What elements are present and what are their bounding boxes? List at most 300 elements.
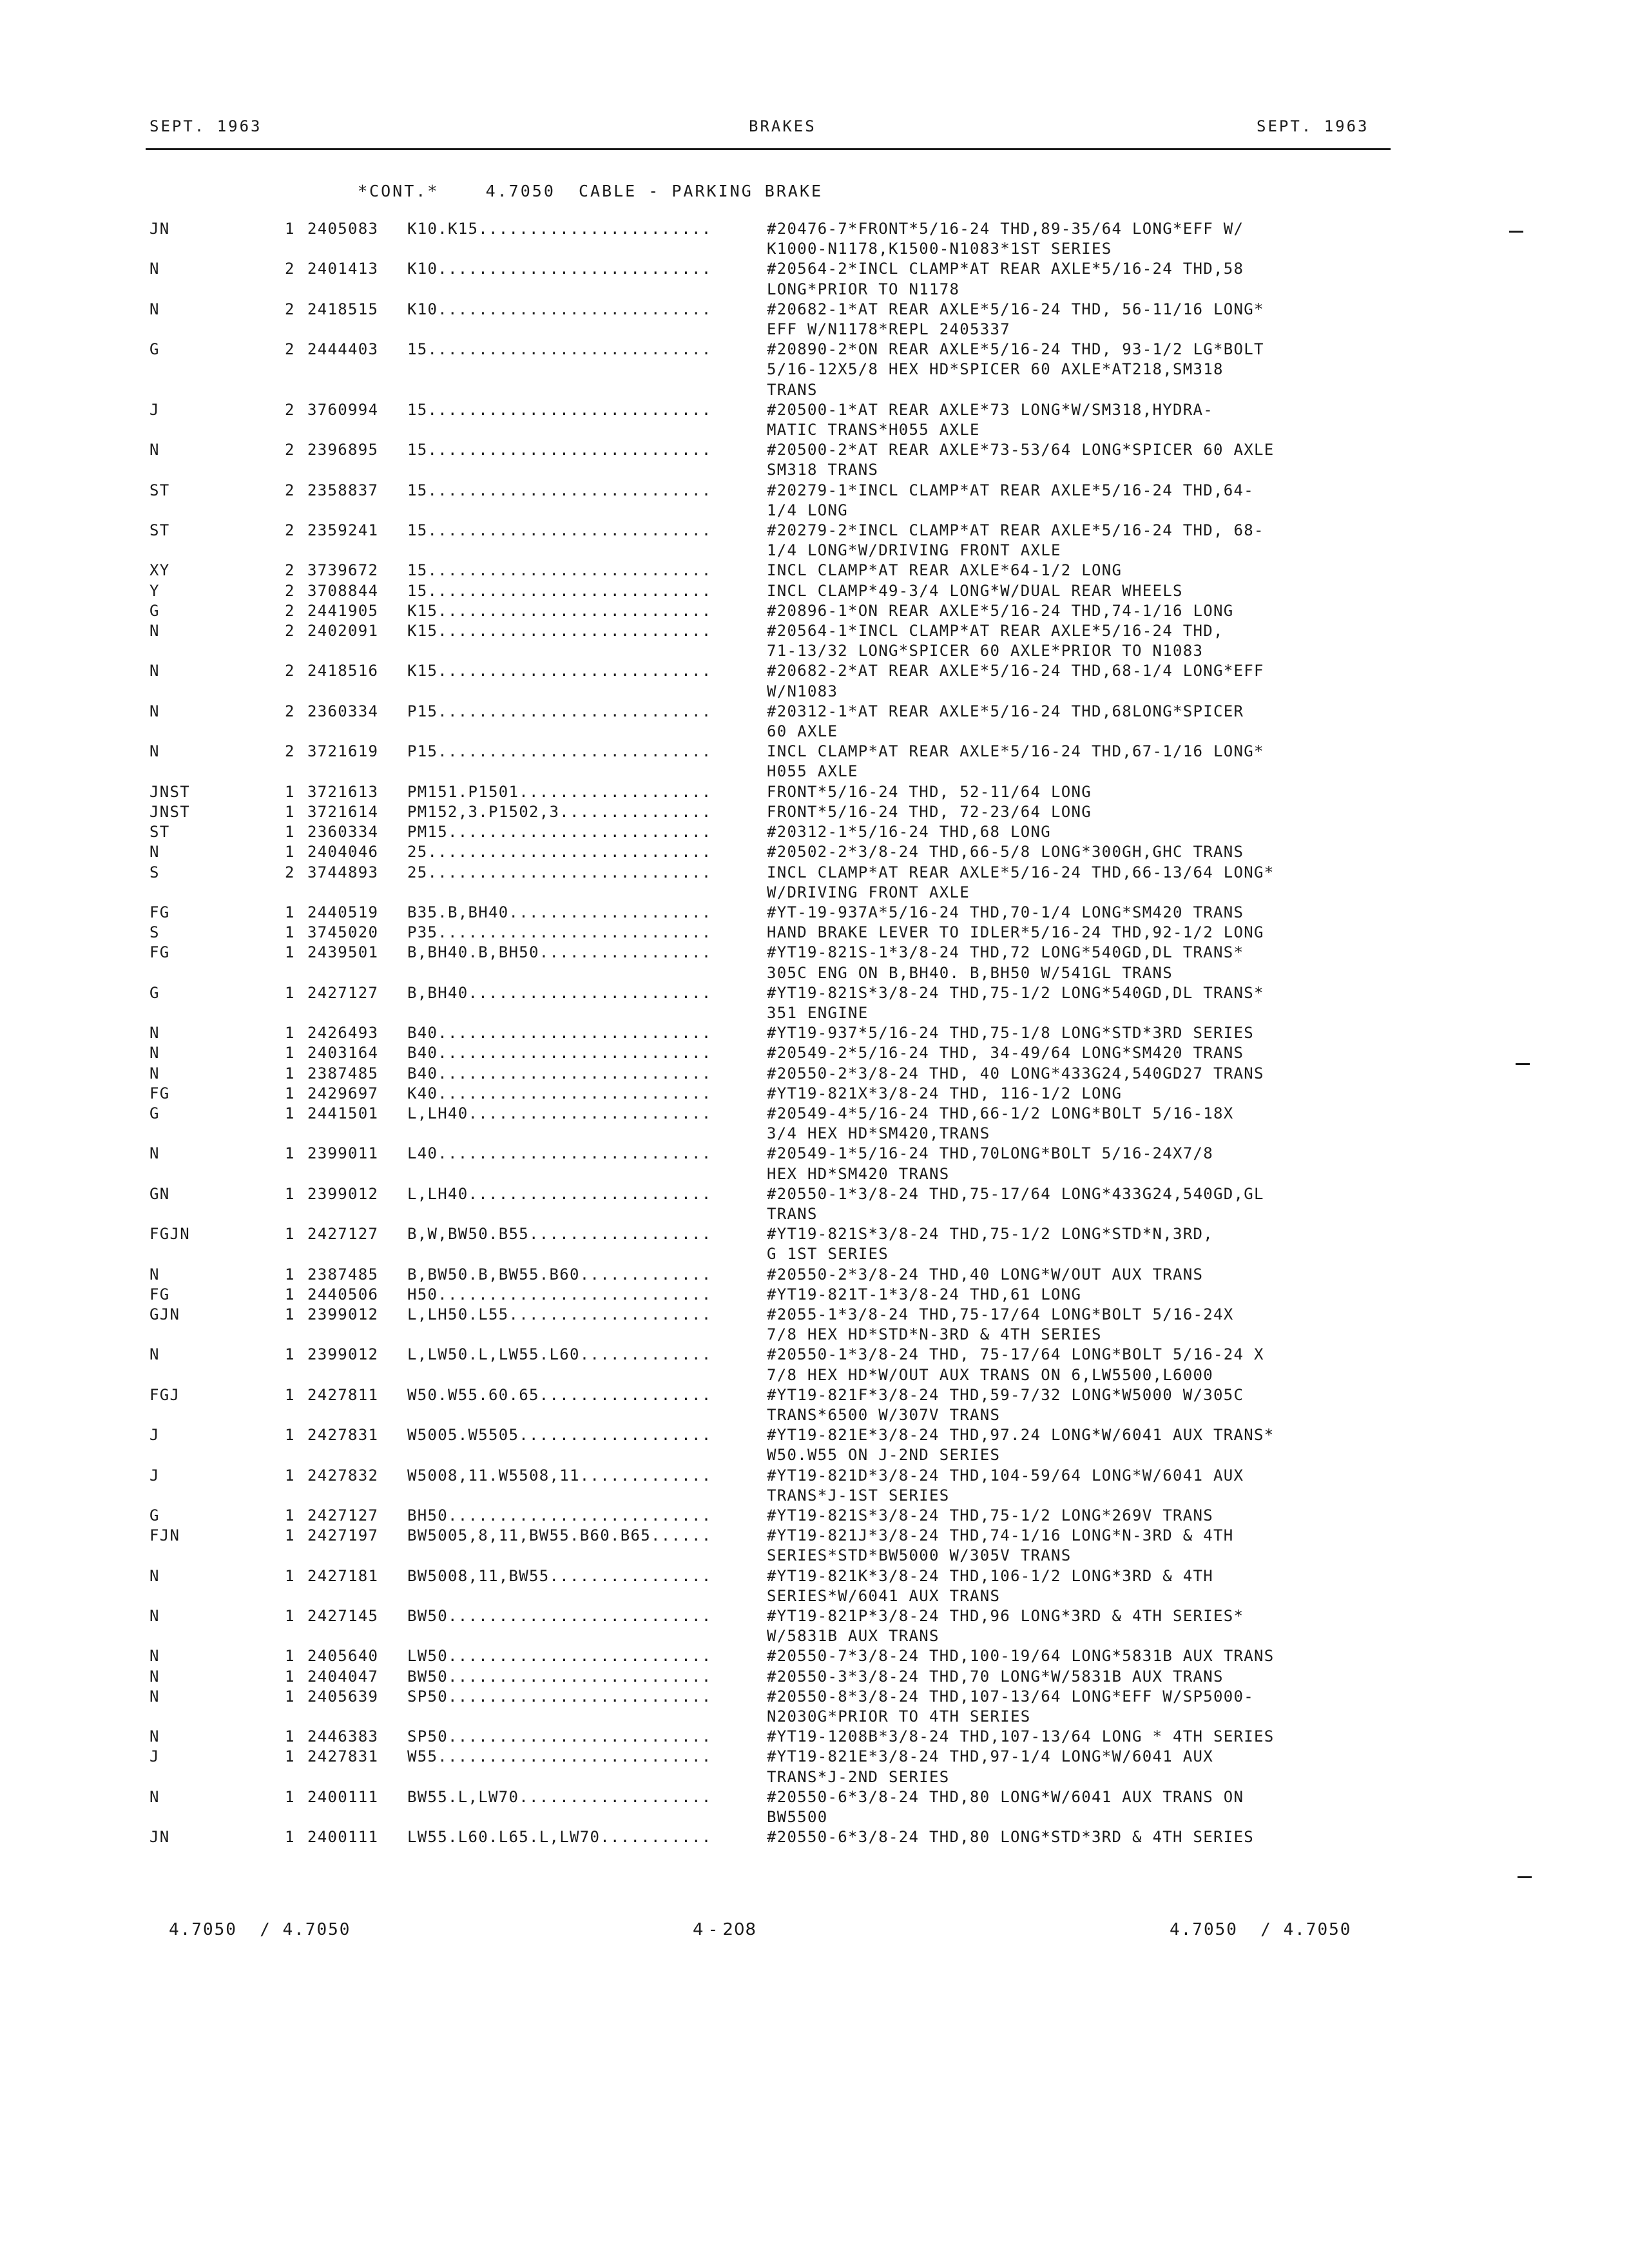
model-applicability: K10.K15....................... <box>407 220 712 238</box>
header-date-left: SEPT. 1963 <box>149 117 262 135</box>
model-applicability: BW50.......................... <box>407 1607 712 1626</box>
model-applicability: B40........................... <box>407 1024 712 1043</box>
parts-row <box>0 1385 1629 1425</box>
parts-row <box>0 1827 1629 1847</box>
model-applicability: K15........................... <box>407 601 712 620</box>
part-description: #YT19-821D*3/8-24 THD,104-59/64 LONG*W/6041 AUX TRANS*J-1ST SERIES <box>767 1466 1244 1504</box>
part-number: 2440519 <box>307 903 379 921</box>
series-codes: N <box>149 1727 160 1746</box>
quantity: 1 <box>285 1104 295 1122</box>
part-number: 2405640 <box>307 1647 379 1666</box>
parts-row <box>0 621 1629 661</box>
parts-row <box>0 481 1629 521</box>
model-applicability: 15............................ <box>407 400 712 419</box>
series-codes: N <box>149 1044 160 1062</box>
part-description: #20549-1*5/16-24 THD,70LONG*BOLT 5/16-24X7/8 HEX HD*SM420 TRANS <box>767 1144 1213 1183</box>
series-codes: FGJN <box>149 1225 190 1244</box>
series-codes: N <box>149 441 160 459</box>
series-codes: FG <box>149 1285 170 1303</box>
quantity: 1 <box>285 1024 295 1043</box>
part-number: 3739672 <box>307 561 379 580</box>
series-codes: N <box>149 1144 160 1163</box>
part-number: 2427127 <box>307 1506 379 1524</box>
model-applicability: PM151.P1501................... <box>407 782 712 801</box>
model-applicability: K40........................... <box>407 1084 712 1102</box>
quantity: 1 <box>285 782 295 801</box>
model-applicability: W50.W55.60.65................. <box>407 1385 712 1404</box>
quantity: 1 <box>285 823 295 841</box>
part-description: #20550-3*3/8-24 THD,70 LONG*W/5831B AUX TRANS <box>767 1667 1224 1686</box>
parts-row <box>0 440 1629 480</box>
model-applicability: SP50.......................... <box>407 1687 712 1706</box>
series-codes: G <box>149 983 160 1002</box>
model-applicability: LW55.L60.L65.L,LW70........... <box>407 1828 712 1847</box>
part-number: 2401413 <box>307 260 379 278</box>
series-codes: FG <box>149 903 170 921</box>
part-description: #20550-1*3/8-24 THD, 75-17/64 LONG*BOLT 5/16-24 X 7/8 HEX HD*W/OUT AUX TRANS ON 6,LW5500,L6000 <box>767 1345 1264 1384</box>
quantity: 2 <box>285 601 295 620</box>
part-number: 2359241 <box>307 521 379 540</box>
quantity: 2 <box>285 441 295 459</box>
model-applicability: P15........................... <box>407 702 712 720</box>
part-number: 2404047 <box>307 1667 379 1686</box>
quantity: 1 <box>285 1526 295 1545</box>
quantity: 2 <box>285 521 295 540</box>
part-number: 3708844 <box>307 581 379 600</box>
parts-row <box>0 1064 1629 1084</box>
parts-row <box>0 521 1629 561</box>
series-codes: N <box>149 843 160 861</box>
series-codes: JN <box>149 220 170 238</box>
model-applicability: L,LW50.L,LW55.L60............. <box>407 1345 712 1364</box>
series-codes: S <box>149 863 160 881</box>
part-description: INCL CLAMP*AT REAR AXLE*5/16-24 THD,66-13/64 LONG* W/DRIVING FRONT AXLE <box>767 863 1275 901</box>
page-number: 4 - 208 <box>693 1920 757 1939</box>
part-description: #YT19-821X*3/8-24 THD, 116-1/2 LONG <box>767 1084 1123 1102</box>
model-applicability: B,W,BW50.B55.................. <box>407 1225 712 1244</box>
model-applicability: P35........................... <box>407 923 712 942</box>
model-applicability: W55........................... <box>407 1747 712 1766</box>
quantity: 1 <box>285 1265 295 1283</box>
parts-row <box>0 1506 1629 1526</box>
part-description: #YT19-821S*3/8-24 THD,75-1/2 LONG*269V TRANS <box>767 1506 1213 1524</box>
model-applicability: L,LH40........................ <box>407 1104 712 1122</box>
model-applicability: 15............................ <box>407 441 712 459</box>
part-number: 2444403 <box>307 340 379 359</box>
parts-row <box>0 923 1629 943</box>
part-description: #20550-2*3/8-24 THD, 40 LONG*433G24,540GD27 TRANS <box>767 1064 1264 1082</box>
header-rule <box>146 148 1391 150</box>
part-description: #20476-7*FRONT*5/16-24 THD,89-35/64 LONG*EFF W/ K1000-N1178,K1500-N1083*1ST SERIES <box>767 220 1244 258</box>
part-number: 3745020 <box>307 923 379 942</box>
quantity: 1 <box>285 1607 295 1626</box>
part-description: #20564-1*INCL CLAMP*AT REAR AXLE*5/16-24 THD, 71-13/32 LONG*SPICER 60 AXLE*PRIOR TO N1083 <box>767 622 1224 660</box>
parts-row <box>0 1787 1629 1827</box>
model-applicability: B40........................... <box>407 1044 712 1062</box>
quantity: 2 <box>285 702 295 720</box>
parts-row <box>0 1224 1629 1264</box>
part-description: #20550-1*3/8-24 THD,75-17/64 LONG*433G24,540GD,GL TRANS <box>767 1184 1264 1223</box>
model-applicability: 15............................ <box>407 581 712 600</box>
series-codes: G <box>149 1506 160 1524</box>
parts-row <box>0 340 1629 400</box>
part-description: #2055-1*3/8-24 THD,75-17/64 LONG*BOLT 5/16-24X 7/8 HEX HD*STD*N-3RD & 4TH SERIES <box>767 1305 1234 1344</box>
quantity: 1 <box>285 843 295 861</box>
part-description: #20550-6*3/8-24 THD,80 LONG*W/6041 AUX TRANS ON BW5500 <box>767 1787 1244 1827</box>
quantity: 1 <box>285 1828 295 1847</box>
parts-row <box>0 1566 1629 1606</box>
part-number: 2358837 <box>307 481 379 499</box>
model-applicability: BW5008,11,BW55................ <box>407 1566 712 1585</box>
series-codes: N <box>149 1566 160 1585</box>
part-description: #YT19-821E*3/8-24 THD,97-1/4 LONG*W/6041 AUX TRANS*J-2ND SERIES <box>767 1747 1213 1786</box>
parts-row <box>0 1285 1629 1305</box>
series-codes: JN <box>149 1828 170 1847</box>
part-description: #20550-2*3/8-24 THD,40 LONG*W/OUT AUX TRANS <box>767 1265 1204 1283</box>
series-codes: N <box>149 662 160 680</box>
part-description: #20564-2*INCL CLAMP*AT REAR AXLE*5/16-24 THD,58 LONG*PRIOR TO N1178 <box>767 260 1244 298</box>
quantity: 2 <box>285 622 295 640</box>
part-number: 2396895 <box>307 441 379 459</box>
parts-row <box>0 1727 1629 1747</box>
quantity: 1 <box>285 1064 295 1082</box>
section-subtitle: *CONT.* 4.7050 CABLE - PARKING BRAKE <box>358 182 824 200</box>
part-description: #20682-2*AT REAR AXLE*5/16-24 THD,68-1/4 LONG*EFF W/N1083 <box>767 662 1264 700</box>
parts-row <box>0 219 1629 259</box>
parts-row <box>0 1667 1629 1687</box>
quantity: 1 <box>285 1466 295 1485</box>
part-number: 2399012 <box>307 1184 379 1203</box>
part-description: #20890-2*ON REAR AXLE*5/16-24 THD, 93-1/2 LG*BOLT 5/16-12X5/8 HEX HD*SPICER 60 AXLE*AT218,SM318 TRANS <box>767 340 1264 399</box>
parts-row <box>0 943 1629 983</box>
quantity: 1 <box>285 1667 295 1686</box>
part-description: #20549-4*5/16-24 THD,66-1/2 LONG*BOLT 5/16-18X 3/4 HEX HD*SM420,TRANS <box>767 1104 1234 1143</box>
quantity: 2 <box>285 300 295 318</box>
series-codes: J <box>149 400 160 419</box>
quantity: 1 <box>285 802 295 821</box>
parts-row <box>0 842 1629 862</box>
parts-row <box>0 601 1629 621</box>
part-number: 2402091 <box>307 622 379 640</box>
part-description: #YT19-821S-1*3/8-24 THD,72 LONG*540GD,DL TRANS* 305C ENG ON B,BH40. B,BH50 W/541GL TRANS <box>767 943 1244 982</box>
parts-row <box>0 1184 1629 1224</box>
part-description: #20682-1*AT REAR AXLE*5/16-24 THD, 56-11/16 LONG* EFF W/N1178*REPL 2405337 <box>767 300 1264 339</box>
model-applicability: K10........................... <box>407 300 712 318</box>
part-number: 2427811 <box>307 1385 379 1404</box>
series-codes: FG <box>149 1084 170 1102</box>
part-description: #YT19-821S*3/8-24 THD,75-1/2 LONG*540GD,DL TRANS* 351 ENGINE <box>767 983 1264 1022</box>
quantity: 1 <box>285 983 295 1002</box>
series-codes: N <box>149 1064 160 1082</box>
parts-row <box>0 259 1629 299</box>
series-codes: JNST <box>149 802 190 821</box>
series-codes: ST <box>149 481 170 499</box>
quantity: 1 <box>285 1225 295 1244</box>
part-number: 2405639 <box>307 1687 379 1706</box>
parts-row <box>0 300 1629 340</box>
part-number: 2400111 <box>307 1787 379 1806</box>
quantity: 1 <box>285 1285 295 1303</box>
series-codes: J <box>149 1466 160 1485</box>
part-description: #20279-1*INCL CLAMP*AT REAR AXLE*5/16-24 THD,64- 1/4 LONG <box>767 481 1254 519</box>
model-applicability: K10........................... <box>407 260 712 278</box>
series-codes: G <box>149 340 160 359</box>
part-number: 2399012 <box>307 1345 379 1364</box>
series-codes: S <box>149 923 160 942</box>
quantity: 2 <box>285 260 295 278</box>
part-description: #20550-8*3/8-24 THD,107-13/64 LONG*EFF W/SP5000- N2030G*PRIOR TO 4TH SERIES <box>767 1687 1254 1726</box>
model-applicability: L,LH50.L55.................... <box>407 1305 712 1323</box>
series-codes: N <box>149 1265 160 1283</box>
model-applicability: B,BW50.B,BW55.B60............. <box>407 1265 712 1283</box>
series-codes: GN <box>149 1184 170 1203</box>
margin-mark <box>1509 231 1523 233</box>
model-applicability: 15............................ <box>407 521 712 540</box>
model-applicability: H50........................... <box>407 1285 712 1303</box>
part-description: #YT19-821E*3/8-24 THD,97.24 LONG*W/6041 AUX TRANS* W50.W55 ON J-2ND SERIES <box>767 1426 1275 1465</box>
series-codes: ST <box>149 823 170 841</box>
parts-row <box>0 581 1629 601</box>
margin-mark <box>1518 1876 1532 1878</box>
model-applicability: B35.B,BH40.................... <box>407 903 712 921</box>
model-applicability: BW55.L,LW70................... <box>407 1787 712 1806</box>
part-description: #20312-1*AT REAR AXLE*5/16-24 THD,68LONG*SPICER 60 AXLE <box>767 702 1244 741</box>
parts-row <box>0 782 1629 802</box>
series-codes: N <box>149 1024 160 1043</box>
parts-row <box>0 1466 1629 1506</box>
quantity: 1 <box>285 1345 295 1364</box>
model-applicability: L40........................... <box>407 1144 712 1163</box>
quantity: 1 <box>285 1385 295 1404</box>
quantity: 1 <box>285 1184 295 1203</box>
series-codes: G <box>149 601 160 620</box>
quantity: 2 <box>285 662 295 680</box>
model-applicability: B,BH40.B,BH50................. <box>407 943 712 962</box>
quantity: 1 <box>285 1727 295 1746</box>
header-date-right: SEPT. 1963 <box>1257 117 1369 135</box>
parts-row <box>0 1084 1629 1104</box>
quantity: 2 <box>285 340 295 359</box>
part-number: 3744893 <box>307 863 379 881</box>
parts-row <box>0 561 1629 581</box>
quantity: 1 <box>285 1647 295 1666</box>
part-number: 2429697 <box>307 1084 379 1102</box>
series-codes: Y <box>149 581 160 600</box>
quantity: 1 <box>285 1084 295 1102</box>
quantity: 1 <box>285 1787 295 1806</box>
part-description: #YT19-1208B*3/8-24 THD,107-13/64 LONG * 4TH SERIES <box>767 1727 1275 1746</box>
model-applicability: 25............................ <box>407 863 712 881</box>
part-number: 2427831 <box>307 1747 379 1766</box>
model-applicability: BW50.......................... <box>407 1667 712 1686</box>
series-codes: N <box>149 622 160 640</box>
parts-row <box>0 661 1629 701</box>
series-codes: J <box>149 1426 160 1445</box>
part-number: 2387485 <box>307 1064 379 1082</box>
parts-row <box>0 1265 1629 1285</box>
part-number: 2399012 <box>307 1305 379 1323</box>
footer-ref-right: 4.7050 / 4.7050 <box>1170 1920 1352 1939</box>
series-codes: XY <box>149 561 170 580</box>
series-codes: N <box>149 702 160 720</box>
series-codes: J <box>149 1747 160 1766</box>
part-number: 2387485 <box>307 1265 379 1283</box>
part-number: 2446383 <box>307 1727 379 1746</box>
model-applicability: PM152,3.P1502,3............... <box>407 802 712 821</box>
model-applicability: 15............................ <box>407 561 712 580</box>
quantity: 2 <box>285 400 295 419</box>
model-applicability: W5005.W5505................... <box>407 1426 712 1445</box>
parts-row <box>0 863 1629 903</box>
part-description: #20550-7*3/8-24 THD,100-19/64 LONG*5831B AUX TRANS <box>767 1647 1275 1666</box>
part-description: #20312-1*5/16-24 THD,68 LONG <box>767 823 1051 841</box>
quantity: 1 <box>285 943 295 962</box>
part-description: #YT19-821P*3/8-24 THD,96 LONG*3RD & 4TH SERIES* W/5831B AUX TRANS <box>767 1607 1244 1646</box>
part-description: HAND BRAKE LEVER TO IDLER*5/16-24 THD,92-1/2 LONG <box>767 923 1264 942</box>
part-description: #20896-1*ON REAR AXLE*5/16-24 THD,74-1/16 LONG <box>767 601 1234 620</box>
footer-ref-left: 4.7050 / 4.7050 <box>169 1920 351 1939</box>
part-number: 2427145 <box>307 1607 379 1626</box>
parts-row <box>0 400 1629 440</box>
part-number: 2360334 <box>307 823 379 841</box>
quantity: 2 <box>285 742 295 761</box>
part-number: 2441905 <box>307 601 379 620</box>
series-codes: FJN <box>149 1526 180 1545</box>
quantity: 1 <box>285 1687 295 1706</box>
part-number: 2439501 <box>307 943 379 962</box>
quantity: 1 <box>285 903 295 921</box>
model-applicability: K15........................... <box>407 622 712 640</box>
parts-row <box>0 1305 1629 1345</box>
part-description: #YT19-821F*3/8-24 THD,59-7/32 LONG*W5000 W/305C TRANS*6500 W/307V TRANS <box>767 1385 1244 1424</box>
quantity: 2 <box>285 581 295 600</box>
model-applicability: 15............................ <box>407 481 712 499</box>
part-description: INCL CLAMP*AT REAR AXLE*5/16-24 THD,67-1/16 LONG* H055 AXLE <box>767 742 1264 781</box>
parts-row <box>0 1104 1629 1144</box>
model-applicability: PM15.......................... <box>407 823 712 841</box>
parts-row <box>0 1144 1629 1184</box>
series-codes: N <box>149 1787 160 1806</box>
series-codes: N <box>149 300 160 318</box>
part-description: #YT19-937*5/16-24 THD,75-1/8 LONG*STD*3RD SERIES <box>767 1024 1254 1043</box>
quantity: 1 <box>285 220 295 238</box>
part-number: 2405083 <box>307 220 379 238</box>
part-number: 2400111 <box>307 1828 379 1847</box>
model-applicability: B,BH40........................ <box>407 983 712 1002</box>
part-number: 2427181 <box>307 1566 379 1585</box>
part-description: #YT19-821T-1*3/8-24 THD,61 LONG <box>767 1285 1082 1303</box>
series-codes: N <box>149 1607 160 1626</box>
quantity: 1 <box>285 1566 295 1585</box>
series-codes: GJN <box>149 1305 180 1323</box>
parts-row <box>0 802 1629 822</box>
series-codes: N <box>149 1687 160 1706</box>
part-number: 2360334 <box>307 702 379 720</box>
parts-row <box>0 983 1629 1023</box>
part-description: FRONT*5/16-24 THD, 52-11/64 LONG <box>767 782 1092 801</box>
model-applicability: SP50.......................... <box>407 1727 712 1746</box>
part-number: 3760994 <box>307 400 379 419</box>
part-description: #YT19-821J*3/8-24 THD,74-1/16 LONG*N-3RD & 4TH SERIES*STD*BW5000 W/305V TRANS <box>767 1526 1234 1565</box>
parts-row <box>0 1425 1629 1465</box>
quantity: 2 <box>285 561 295 580</box>
parts-row <box>0 822 1629 842</box>
part-number: 2418515 <box>307 300 379 318</box>
part-description: #20279-2*INCL CLAMP*AT REAR AXLE*5/16-24 THD, 68- 1/4 LONG*W/DRIVING FRONT AXLE <box>767 521 1264 560</box>
part-description: #YT19-821K*3/8-24 THD,106-1/2 LONG*3RD & 4TH SERIES*W/6041 AUX TRANS <box>767 1566 1213 1605</box>
parts-row <box>0 1526 1629 1566</box>
part-description: FRONT*5/16-24 THD, 72-23/64 LONG <box>767 802 1092 821</box>
part-number: 2426493 <box>307 1024 379 1043</box>
series-codes: G <box>149 1104 160 1122</box>
part-number: 3721614 <box>307 802 379 821</box>
quantity: 1 <box>285 1044 295 1062</box>
quantity: 1 <box>285 1305 295 1323</box>
part-number: 2427127 <box>307 1225 379 1244</box>
model-applicability: 15............................ <box>407 340 712 359</box>
quantity: 1 <box>285 923 295 942</box>
parts-row <box>0 1606 1629 1646</box>
model-applicability: LW50.......................... <box>407 1647 712 1666</box>
parts-row <box>0 702 1629 742</box>
parts-row <box>0 1345 1629 1385</box>
quantity: 1 <box>285 1747 295 1766</box>
part-number: 2441501 <box>307 1104 379 1122</box>
model-applicability: L,LH40........................ <box>407 1184 712 1203</box>
parts-row <box>0 1023 1629 1043</box>
part-number: 3721613 <box>307 782 379 801</box>
part-description: #YT19-821S*3/8-24 THD,75-1/2 LONG*STD*N,3RD, G 1ST SERIES <box>767 1225 1213 1264</box>
series-codes: N <box>149 1345 160 1364</box>
part-description: #YT-19-937A*5/16-24 THD,70-1/4 LONG*SM420 TRANS <box>767 903 1244 921</box>
model-applicability: BW5005,8,11,BW55.B60.B65...... <box>407 1526 712 1545</box>
series-codes: N <box>149 260 160 278</box>
part-number: 2399011 <box>307 1144 379 1163</box>
quantity: 2 <box>285 481 295 499</box>
series-codes: FG <box>149 943 170 962</box>
parts-row <box>0 903 1629 923</box>
quantity: 1 <box>285 1144 295 1163</box>
model-applicability: B40........................... <box>407 1064 712 1082</box>
series-codes: N <box>149 1667 160 1686</box>
part-number: 2418516 <box>307 662 379 680</box>
part-description: #20500-1*AT REAR AXLE*73 LONG*W/SM318,HYDRA- MATIC TRANS*H055 AXLE <box>767 400 1213 439</box>
part-description: #20549-2*5/16-24 THD, 34-49/64 LONG*SM420 TRANS <box>767 1044 1244 1062</box>
parts-row <box>0 1646 1629 1666</box>
part-description: INCL CLAMP*AT REAR AXLE*64-1/2 LONG <box>767 561 1123 580</box>
part-number: 3721619 <box>307 742 379 761</box>
series-codes: FGJ <box>149 1385 180 1404</box>
parts-row <box>0 1747 1629 1787</box>
model-applicability: 25............................ <box>407 843 712 861</box>
part-number: 2427832 <box>307 1466 379 1485</box>
part-description: #20500-2*AT REAR AXLE*73-53/64 LONG*SPICER 60 AXLE SM318 TRANS <box>767 441 1275 479</box>
model-applicability: K15........................... <box>407 662 712 680</box>
margin-mark <box>1516 1063 1530 1065</box>
part-description: #20502-2*3/8-24 THD,66-5/8 LONG*300GH,GHC TRANS <box>767 843 1244 861</box>
series-codes: N <box>149 1647 160 1666</box>
series-codes: ST <box>149 521 170 540</box>
part-number: 2427197 <box>307 1526 379 1545</box>
series-codes: JNST <box>149 782 190 801</box>
header-section-title: BRAKES <box>749 117 816 135</box>
part-number: 2404046 <box>307 843 379 861</box>
model-applicability: BH50.......................... <box>407 1506 712 1524</box>
parts-row <box>0 1687 1629 1727</box>
parts-row <box>0 1043 1629 1063</box>
part-number: 2440506 <box>307 1285 379 1303</box>
quantity: 1 <box>285 1506 295 1524</box>
